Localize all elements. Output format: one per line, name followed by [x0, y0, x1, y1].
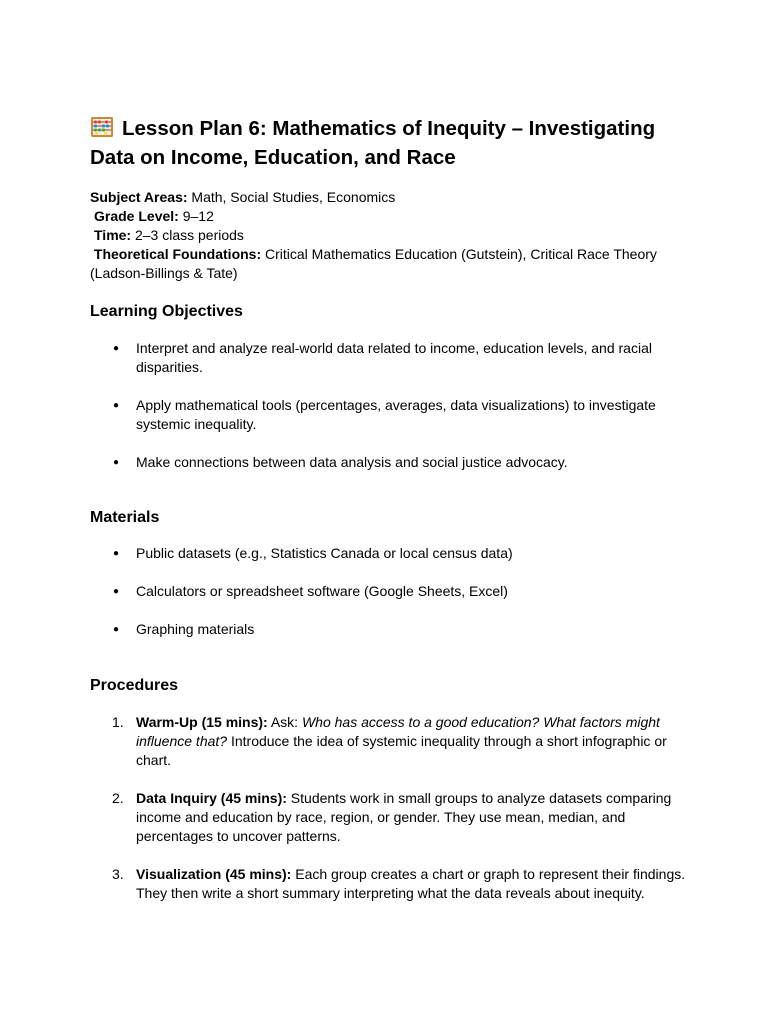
- list-item: [90, 582, 690, 601]
- list-item-text: Public datasets (e.g., Statistics Canada or local census data): [136, 545, 513, 561]
- step-text: Each group creates a chart or graph to represent their findings. They then write a short summary interpreting what the data reveals about inequity.: [136, 866, 686, 901]
- abacus-icon: [90, 116, 114, 138]
- list-item-text: Graphing materials: [136, 621, 255, 637]
- list-item: [90, 396, 690, 434]
- list-number: 2.: [112, 790, 124, 806]
- subject-areas-label: Subject Areas:: [90, 189, 188, 205]
- grade-level: [90, 207, 690, 226]
- step-text: Introduce the idea of systemic inequality through a short infographic or chart.: [136, 733, 667, 768]
- list-item: [90, 865, 690, 903]
- bullet-icon: ●: [113, 457, 120, 468]
- list-item: [90, 544, 690, 563]
- lesson-metadata: [90, 188, 690, 283]
- list-item-text: Calculators or spreadsheet software (Google Sheets, Excel): [136, 583, 508, 599]
- learning-objectives-list: [90, 339, 690, 472]
- subject-areas-value: Math, Social Studies, Economics: [187, 189, 396, 205]
- bullet-icon: ●: [113, 548, 120, 559]
- bullet-icon: ●: [113, 624, 120, 635]
- grade-level-label: Grade Level:: [94, 208, 179, 224]
- list-item: [90, 713, 690, 770]
- theoretical-foundations-label: Theoretical Foundations:: [93, 246, 262, 262]
- bullet-icon: ●: [113, 400, 120, 411]
- step-label: Data Inquiry (45 mins):: [136, 790, 287, 806]
- list-number: 1.: [112, 714, 124, 730]
- grade-level-value: 9–12: [178, 208, 214, 224]
- list-item: [90, 453, 690, 472]
- page-title: [90, 114, 700, 172]
- list-item: [90, 789, 690, 846]
- step-label: Warm-Up (15 mins):: [136, 714, 268, 730]
- list-item: [90, 620, 690, 639]
- step-question: Who has access to a good education? What factors might influence that?: [136, 714, 660, 749]
- list-item-text: Make connections between data analysis and social justice advocacy.: [136, 454, 568, 470]
- procedures-heading: Procedures: [90, 677, 179, 694]
- theoretical-foundations-value: Critical Mathematics Education (Gutstein), Critical Race Theory (Ladson-Billings & Tate): [90, 246, 657, 281]
- materials-list: [90, 544, 690, 639]
- step-text: Students work in small groups to analyze datasets comparing income and education by race, region, or gender. They use mean, median, and percentages to uncover patterns.: [136, 790, 672, 844]
- procedures-list: [90, 713, 690, 903]
- time-value: 2–3 class periods: [131, 227, 244, 243]
- list-item-text: Interpret and analyze real-world data related to income, education levels, and racial disparities.: [136, 340, 652, 375]
- time: [90, 226, 690, 245]
- list-number: 3.: [112, 866, 124, 882]
- bullet-icon: ●: [113, 343, 120, 354]
- theoretical-foundations: [90, 245, 690, 283]
- materials-heading: Materials: [90, 509, 160, 526]
- subject-areas: [90, 188, 690, 207]
- learning-objectives-heading: Learning Objectives: [90, 303, 243, 320]
- list-item: [90, 339, 690, 377]
- step-text: Ask:: [267, 714, 302, 730]
- list-item-text: Apply mathematical tools (percentages, averages, data visualizations) to investigate systemic inequality.: [136, 397, 656, 432]
- page-title-text: Lesson Plan 6: Mathematics of Inequity – Investigating Data on Income, Education, and Race: [90, 117, 656, 169]
- step-label: Visualization (45 mins):: [136, 866, 292, 882]
- bullet-icon: ●: [113, 586, 120, 597]
- time-label: Time:: [94, 227, 132, 243]
